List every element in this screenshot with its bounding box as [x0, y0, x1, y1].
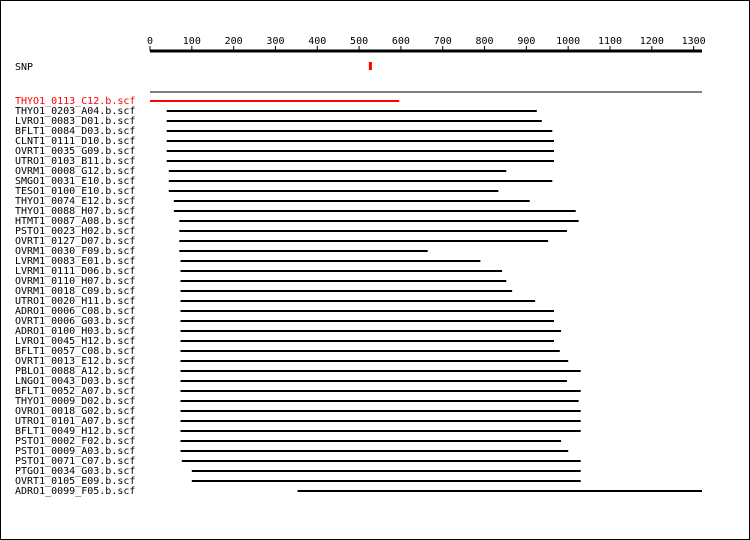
read-name: LVRM1_0111_D06.b.scf [15, 266, 136, 277]
read-name: LVRO1_0083_D01.b.scf [15, 116, 136, 127]
ruler-tick-label: 100 [182, 36, 201, 47]
read-name: UTRO1_0103_B11.b.scf [15, 156, 136, 167]
ruler-tick-label: 600 [391, 36, 410, 47]
read-name: OVRM1_0110_H07.b.scf [15, 276, 136, 287]
read-name: OVRT1_0105_E09.b.scf [15, 476, 136, 487]
ruler-tick-label: 900 [517, 36, 536, 47]
read-name: OVRT1_0035_G09.b.scf [15, 146, 136, 157]
read-name: OVRM1_0030_F09.b.scf [15, 246, 136, 257]
ruler-tick-label: 400 [308, 36, 327, 47]
read-name: THYO1_0074_E12.b.scf [15, 196, 136, 207]
read-name: OVRT1_0013_E12.b.scf [15, 356, 136, 367]
read-name: PTGO1_0034_G03.b.scf [15, 466, 136, 477]
read-name: PBLO1_0088_A12.b.scf [15, 366, 136, 377]
read-name: LVRM1_0083_E01.b.scf [15, 256, 136, 267]
read-alignment-viewer [1, 1, 749, 539]
ruler-tick-label: 1100 [597, 36, 623, 47]
read-name: BFLT1_0049_H12.b.scf [15, 426, 136, 437]
ruler-tick-label: 0 [146, 36, 154, 47]
read-row [15, 486, 702, 497]
read-name: BFLT1_0052_A07.b.scf [15, 386, 136, 397]
ruler-tick-label: 1200 [639, 36, 664, 47]
read-name: PSTO1_0023_H02.b.scf [15, 226, 136, 237]
read-name: BFLT1_0057_C08.b.scf [15, 346, 136, 357]
read-name: OVRT1_0127_D07.b.scf [15, 236, 136, 247]
read-name: SMGO1_0031_E10.b.scf [15, 176, 136, 187]
read-name: OVRM1_0018_C09.b.scf [15, 286, 136, 297]
read-name: PSTO1_0071_C07.b.scf [15, 456, 136, 467]
read-name: ADRO1_0099_F05.b.scf [15, 486, 136, 497]
snp-track [15, 62, 372, 73]
read-name: UTRO1_0020_H11.b.scf [15, 296, 136, 307]
read-name: LVRO1_0045_H12.b.scf [15, 336, 136, 347]
read-name: UTRO1_0101_A07.b.scf [15, 416, 136, 427]
read-name: THYO1_0203_A04.b.scf [15, 106, 136, 117]
ruler-tick-label: 200 [224, 36, 243, 47]
read-name: ADRO1_0100_H03.b.scf [15, 326, 136, 337]
read-name: HTMT1_0087_A08.b.scf [15, 216, 136, 227]
ruler-tick-label: 1000 [556, 36, 581, 47]
read-name: PSTO1_0002_F02.b.scf [15, 436, 136, 447]
read-name: TESO1_0100_E10.b.scf [15, 186, 136, 197]
read-name: CLNT1_0111_D10.b.scf [15, 136, 136, 147]
ruler-tick-label: 300 [266, 36, 285, 47]
read-name: THYO1_0113_C12.b.scf [15, 96, 136, 107]
position-ruler [147, 36, 706, 51]
ruler-tick-label: 1300 [681, 36, 706, 47]
read-name: BFLT1_0084_D03.b.scf [15, 126, 136, 137]
ruler-tick-label: 700 [433, 36, 452, 47]
read-name: THYO1_0009_D02.b.scf [15, 396, 136, 407]
ruler-tick-label: 800 [475, 36, 494, 47]
snp-marker [369, 62, 372, 70]
ruler-tick-label: 500 [350, 36, 369, 47]
read-list [15, 96, 702, 497]
snp-label: SNP [15, 62, 34, 73]
read-name: THYO1_0088_H07.b.scf [15, 206, 136, 217]
read-name: ADRO1_0006_C08.b.scf [15, 306, 136, 317]
read-name: PSTO1_0009_A03.b.scf [15, 446, 136, 457]
read-name: LNGO1_0043_D03.b.scf [15, 376, 136, 387]
read-name: OVRM1_0008_G12.b.scf [15, 166, 136, 177]
read-name: OVRT1_0006_G03.b.scf [15, 316, 136, 327]
read-name: OVRO1_0018_G02.b.scf [15, 406, 136, 417]
